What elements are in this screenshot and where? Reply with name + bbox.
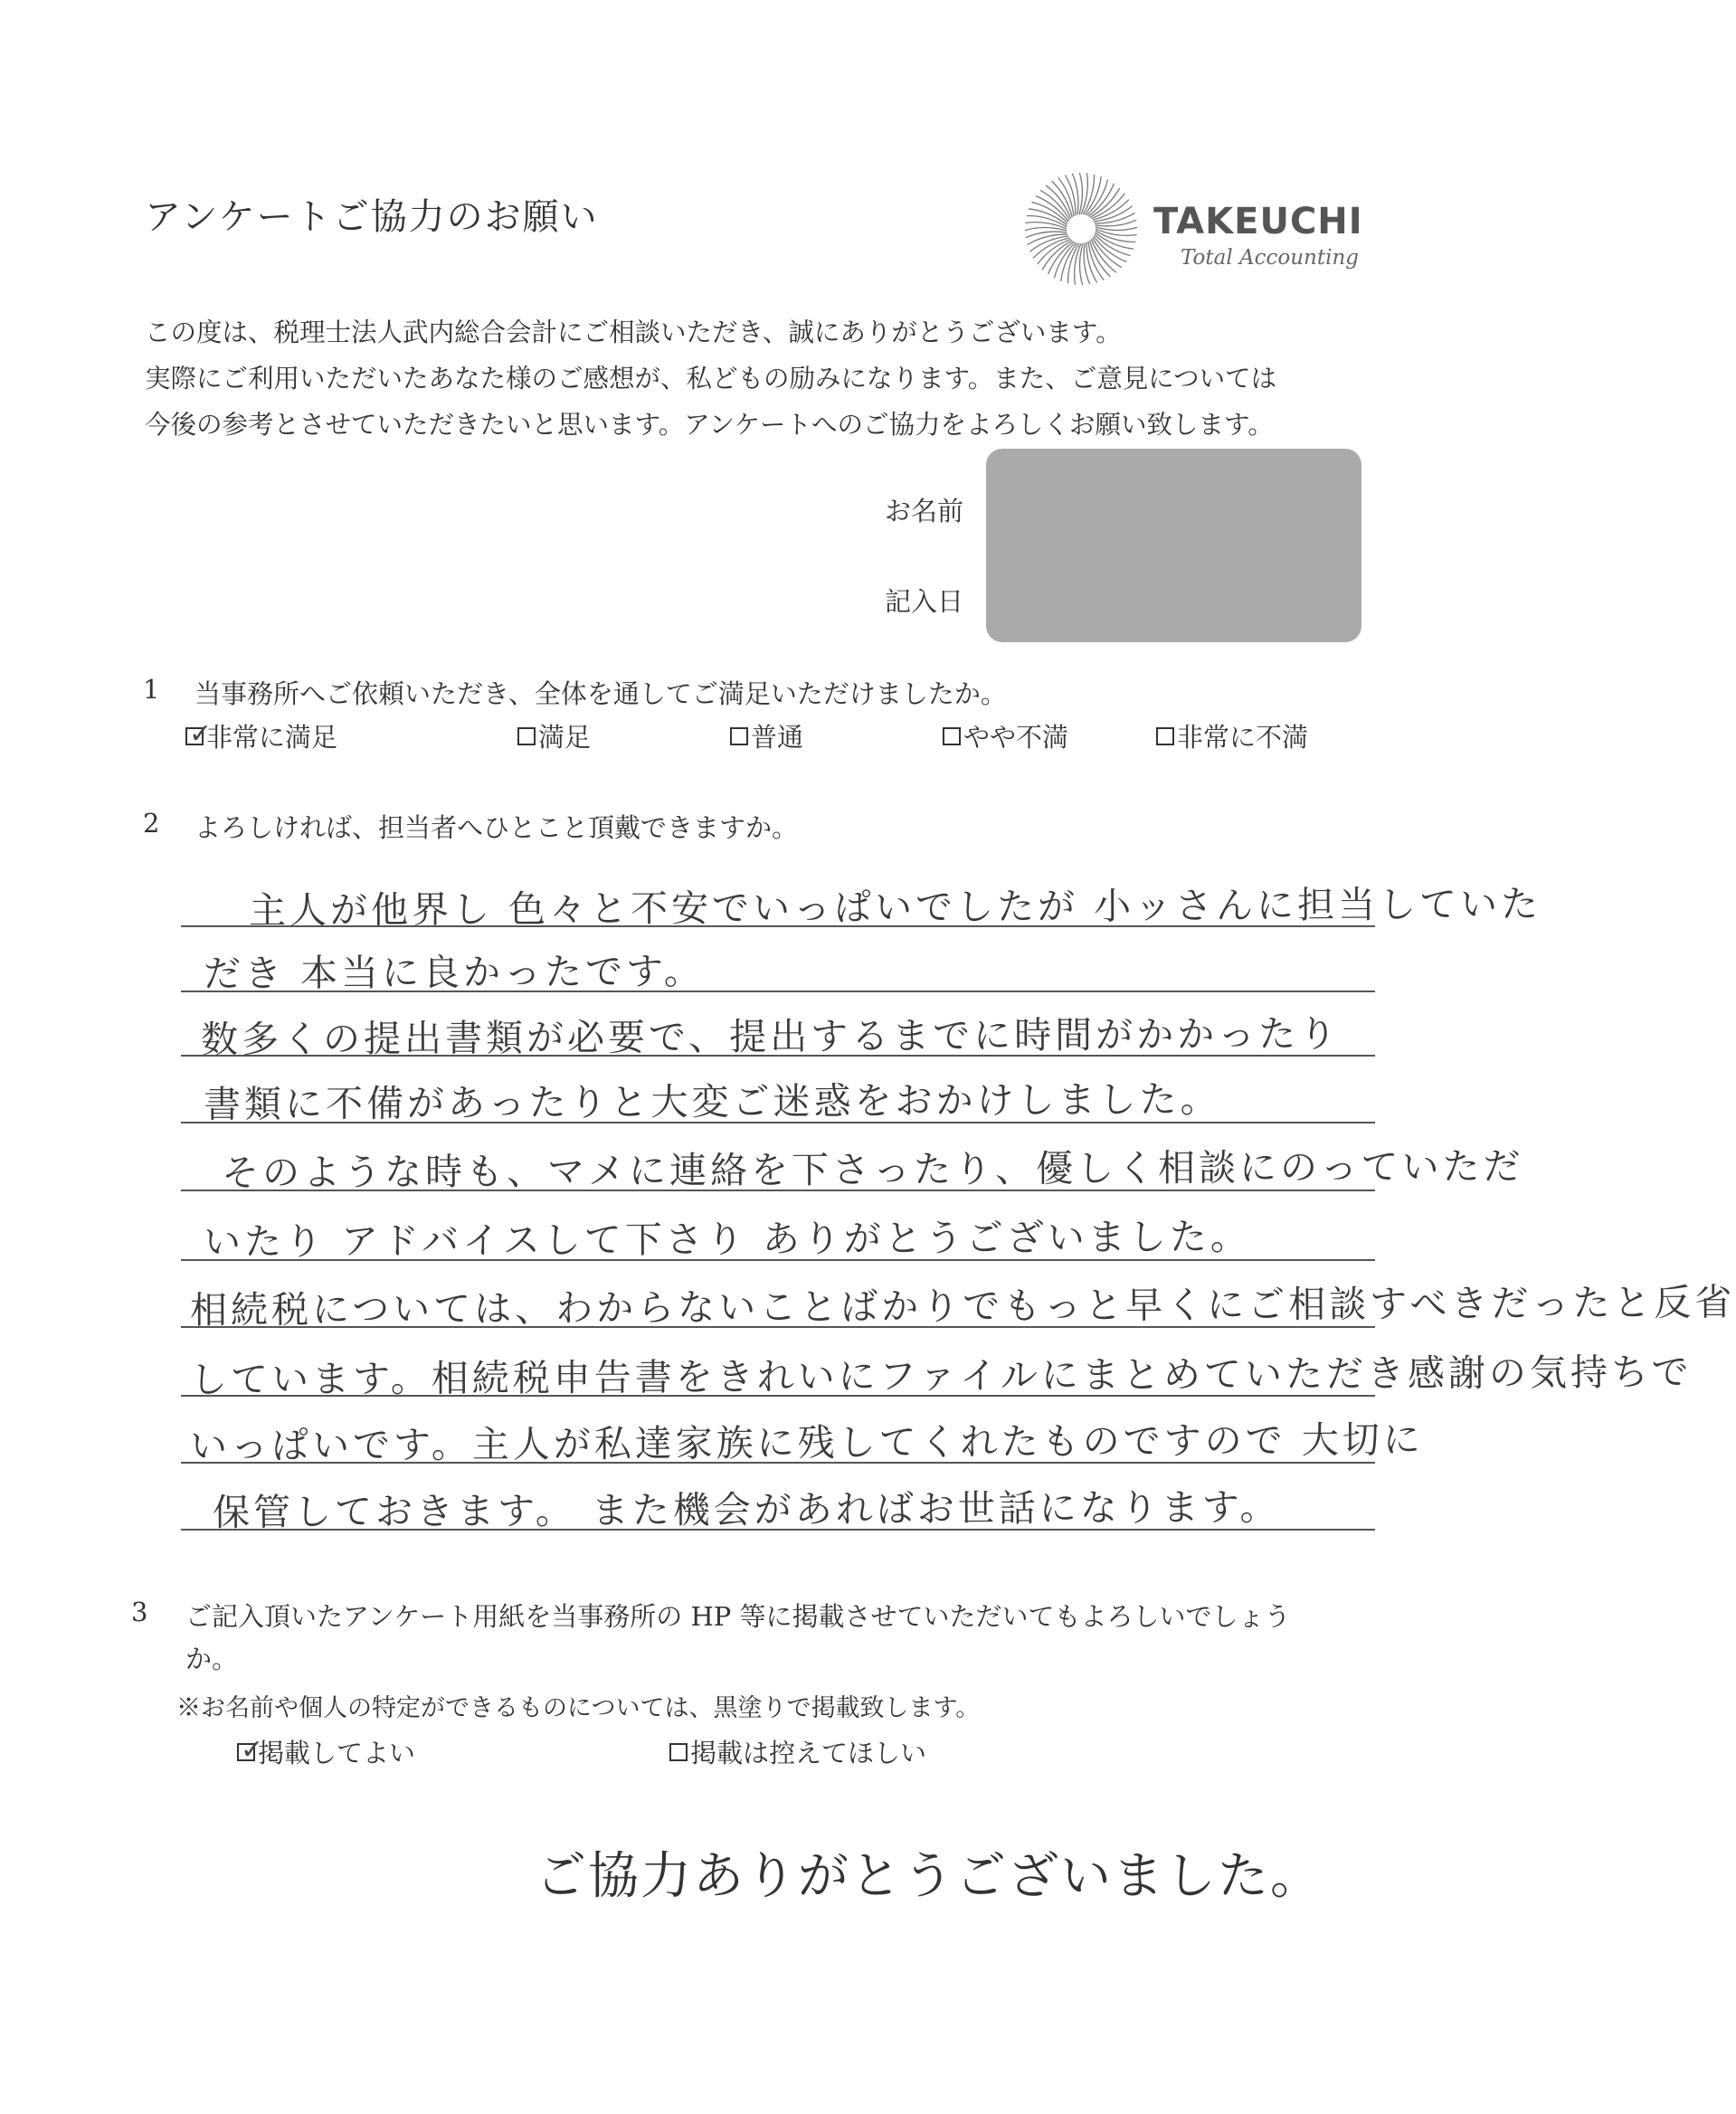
q1-option-very-dissatisfied[interactable] [1156, 717, 1308, 754]
logo-tagline: Total Accounting [1181, 246, 1360, 270]
option-label: 非常に不満 [1177, 722, 1309, 753]
q1-option-somewhat-dissatisfied[interactable] [943, 717, 1068, 754]
handwritten-answer-line: 相続税については、わからないことばかりでもっと早くにご相談すべきだったと反省 [189, 1280, 1736, 1332]
intro-line: 実際にご利用いただいたあなた様のご感想が、私どもの励みになります。また、ご意見については [145, 364, 1277, 393]
q1-option-neutral[interactable] [730, 717, 803, 754]
date-label: 記入日 [885, 586, 964, 617]
handwritten-answer-line: 主人が他界し 色々と不安でいっぱいでしたが 小ッさんに担当していた [248, 882, 1542, 933]
q3-note: ※お名前や個人の特定ができるものについては、黒塗りで掲載致します。 [176, 1694, 981, 1722]
intro-line: この度は、税理士法人武内総合会計にご相談いただき、誠にありがとうございます。 [145, 318, 1122, 347]
q3-text: ご記入頂いたアンケート用紙を当事務所の HP 等に掲載させていただいてもよろしいでしょう [185, 1601, 1291, 1632]
q1-text: 当事務所へご依頼いただき、全体を通してご満足いただけましたか。 [194, 678, 1007, 709]
sunburst-logo-icon [1022, 170, 1140, 288]
check-mark-icon: ✓ [241, 1733, 264, 1766]
q3-number: 3 [131, 1597, 148, 1627]
option-label: 非常に満足 [206, 722, 338, 753]
closing-message: ご協力ありがとうございました。 [536, 1847, 1323, 1906]
handwritten-answer-line: だき 本当に良かったです。 [203, 949, 705, 996]
q2-text: よろしければ、担当者へひとこと頂戴できますか。 [194, 812, 799, 843]
handwritten-answer-line: 書類に不備があったりと大変ご迷惑をおかけしました。 [203, 1077, 1221, 1126]
redacted-name-date [986, 449, 1361, 642]
logo-name: TAKEUCHI [1153, 201, 1363, 242]
intro-text [145, 309, 1411, 448]
q1-number: 1 [143, 674, 160, 705]
checkbox-checked[interactable] [185, 717, 213, 750]
q2-number: 2 [143, 808, 160, 839]
option-label: やや不満 [963, 722, 1069, 753]
check-mark-icon: ✓ [189, 717, 213, 750]
handwritten-answer-line: しています。相続税申告書をきれいにファイルにまとめていただき感謝の気持ちで [189, 1350, 1693, 1402]
handwritten-answer-line: 数多くの提出書類が必要で、提出するまでに時間がかかったり [200, 1011, 1341, 1062]
handwritten-answer-line: 保管しておきます。 また機会があればお世話になります。 [212, 1484, 1281, 1535]
survey-title: アンケートご協力のお願い [145, 196, 599, 238]
checkbox[interactable] [730, 727, 748, 745]
intro-line: 今後の参考とさせていただきたいと思います。アンケートへのご協力をよろしくお願い致します。 [145, 410, 1274, 440]
checkbox[interactable] [517, 727, 536, 745]
q3-text-continued: か。 [185, 1644, 239, 1674]
handwritten-answer-line: そのような時も、マメに連絡を下さったり、優しく相談にのっていただ [221, 1144, 1524, 1195]
takeuchi-logo [1022, 170, 1384, 288]
checkbox[interactable] [669, 1743, 688, 1761]
option-label: 掲載してよい [258, 1738, 416, 1768]
option-label: 満足 [538, 722, 592, 753]
option-label: 普通 [751, 722, 804, 753]
q3-option-decline[interactable] [669, 1733, 926, 1770]
checkbox[interactable] [1156, 727, 1174, 745]
name-label: お名前 [885, 496, 964, 526]
q3-option-allow[interactable] [237, 1733, 415, 1770]
q1-option-very-satisfied[interactable] [185, 717, 337, 754]
handwritten-answer-line: いっぱいです。主人が私達家族に残してくれたものですので 大切に [189, 1417, 1424, 1468]
handwritten-answer-line: いたり アドバイスして下さり ありがとうございました。 [203, 1214, 1251, 1265]
q1-option-satisfied[interactable] [517, 717, 591, 754]
checkbox-checked[interactable] [237, 1733, 264, 1766]
option-label: 掲載は控えてほしい [690, 1738, 927, 1768]
checkbox[interactable] [943, 727, 961, 745]
